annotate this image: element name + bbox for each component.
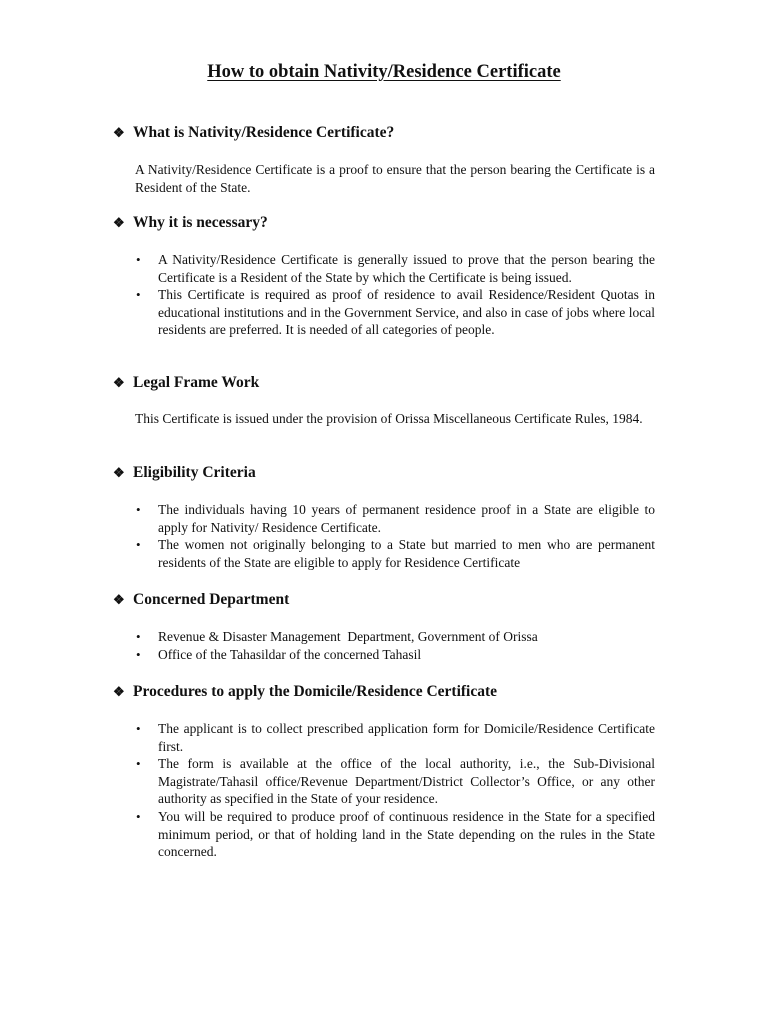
list-item (136, 808, 655, 861)
section-paragraph-legal: This Certificate is issued under the provision of Orissa Miscellaneous Certificate Rules, 1984. (135, 411, 643, 426)
list-item (136, 628, 655, 646)
list-item-text: Revenue & Disaster Management Department, Government of Orissa (158, 629, 538, 644)
list-item-text: The applicant is to collect prescribed application form for Domicile/Residence Certificate first. (158, 721, 655, 754)
section-heading-eligibility (113, 464, 256, 482)
section-heading-why (113, 214, 268, 232)
list-item-text: A Nativity/Residence Certificate is generally issued to prove that the person bearing the Certificate is a Resident of the State by which the Certificate is being issued. (158, 252, 655, 285)
list-item-text: The individuals having 10 years of permanent residence proof in a State are eligible to apply for Nativity/ Residence Certificate. (158, 502, 655, 535)
section-heading-procedures (113, 683, 497, 701)
bullet-list-procedures (136, 720, 655, 861)
four-diamond-bullet-icon: ❖ (113, 592, 125, 607)
bullet-dot-icon: • (136, 721, 141, 736)
section-heading-what-is (113, 124, 394, 142)
bullet-list-why (136, 251, 655, 339)
bullet-dot-icon: • (136, 629, 141, 644)
list-item-text: The form is available at the office of the local authority, i.e., the Sub-Divisional Magistrate/Tahasil office/Revenue Department/District Collector’s Office, or any other authority as specified in the State of your residence. (158, 756, 655, 807)
bullet-dot-icon: • (136, 287, 141, 303)
section-paragraph-what-is: A Nativity/Residence Certificate is a proof to ensure that the person bearing the Certificate is a Resident of the State. (135, 162, 655, 195)
section-heading-text: Procedures to apply the Domicile/Residence Certificate (133, 683, 498, 700)
section-heading-text: Legal Frame Work (133, 374, 260, 391)
four-diamond-bullet-icon: ❖ (113, 684, 125, 699)
list-item-text: This Certificate is required as proof of residence to avail Residence/Resident Quotas in educational institutions and in the Government Service, and also in case of jobs where local residents are preferred. It is needed of all categories of people. (158, 287, 655, 338)
bullet-dot-icon: • (136, 252, 141, 267)
bullet-dot-icon: • (136, 808, 141, 824)
section-heading-text: Why it is necessary? (133, 214, 268, 231)
bullet-list-department (136, 628, 655, 663)
list-item (136, 755, 655, 808)
bullet-dot-icon: • (136, 646, 141, 662)
list-item (136, 646, 655, 664)
four-diamond-bullet-icon: ❖ (113, 125, 125, 140)
four-diamond-bullet-icon: ❖ (113, 215, 125, 230)
list-item (136, 501, 655, 536)
list-item (136, 286, 655, 339)
list-item-text: Office of the Tahasildar of the concerned Tahasil (158, 646, 422, 662)
bullet-dot-icon: • (136, 502, 141, 517)
section-heading-legal (113, 374, 259, 392)
list-item (136, 251, 655, 286)
list-item (136, 720, 655, 755)
list-item (136, 536, 655, 571)
section-heading-text: Eligibility Criteria (133, 464, 256, 481)
section-heading-department (113, 591, 289, 609)
bullet-dot-icon: • (136, 756, 141, 772)
section-heading-text: What is Nativity/Residence Certificate? (133, 124, 395, 141)
bullet-dot-icon: • (136, 537, 141, 553)
list-item-text: You will be required to produce proof of continuous residence in the State for a specified minimum period, or that of holding land in the State depending on the rules in the State concerned. (158, 808, 655, 860)
section-heading-text: Concerned Department (133, 591, 290, 608)
page-title: How to obtain Nativity/Residence Certificate (207, 62, 561, 82)
bullet-list-eligibility (136, 501, 655, 571)
list-item-text: The women not originally belonging to a State but married to men who are permanent residents of the State are eligible to apply for Residence Certificate (158, 537, 655, 570)
four-diamond-bullet-icon: ❖ (113, 465, 125, 480)
four-diamond-bullet-icon: ❖ (113, 375, 125, 390)
